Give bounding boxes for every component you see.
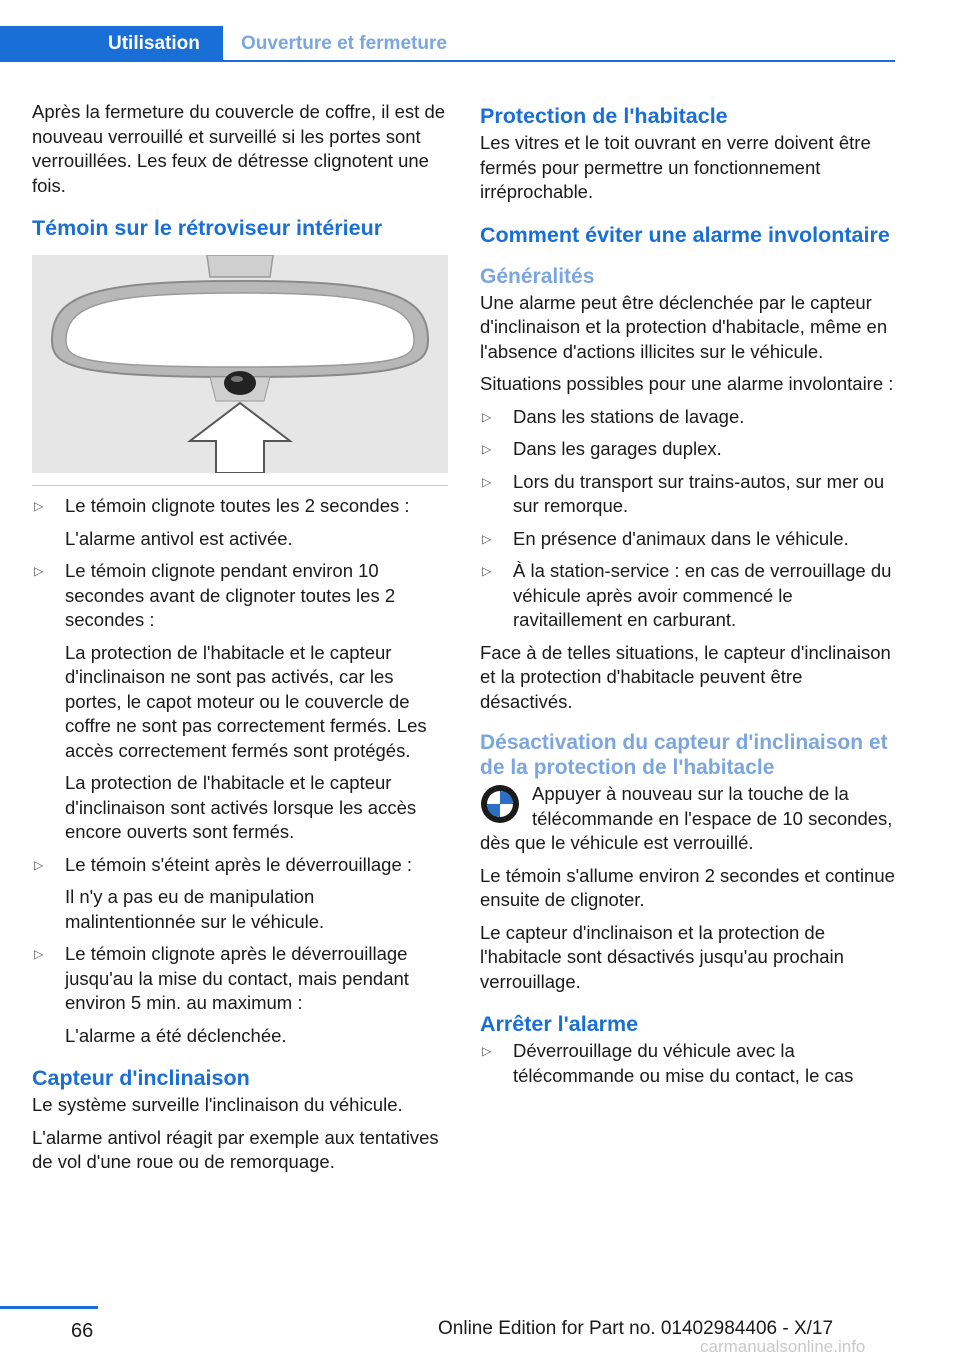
triangle-right-icon: ▷ [482,531,492,546]
list-item: ▷ Déverrouillage du véhicule avec la télécommande ou mise du contact, le cas [482,1040,854,1086]
list-item: ▷ Dans les garages duplex. [480,437,896,462]
triangle-right-icon: ▷ [482,409,492,424]
bmw-logo-icon [480,784,520,824]
rearview-mirror-illustration [32,255,448,473]
situations-paragraph: Face à de telles situations, le capteur d'inclinaison et la protection d'habitacle peuvent être désactivés. [480,641,891,712]
heading-deactivation: Désactivation du capteur d'inclinaison et de la protection de l'habitacle [480,731,888,779]
list-item: ▷ Le témoin clignote après le déverrouillage jusqu'au la mise du contact, mais pendant environ 5 min. au maximum : L'alarme a été déclenchée. [34,943,409,1046]
list-item: ▷ Dans les stations de lavage. [480,405,896,430]
triangle-right-icon: ▷ [34,499,44,513]
general-paragraph: Une alarme peut être déclenchée par le capteur d'inclinaison et la protection d'habitacle, même en l'absence d'actions illicites sur le véhicule. [480,291,888,362]
list-item: ▷ En présence d'animaux dans le véhicule. [480,527,896,552]
page-header [0,26,895,62]
triangle-right-icon: ▷ [482,564,492,578]
footer-divider [0,1306,98,1309]
heading-indicator: Témoin sur le rétroviseur intérieur [32,216,383,240]
figure-divider [32,485,448,486]
list-item: ▷ Le témoin clignote toutes les 2 secondes : L'alarme antivol est activée. [34,495,410,549]
list-item: ▷ À la station-service : en cas de verrouillage du véhicule après avoir commencé le ravitaillement en carburant. [482,560,892,630]
triangle-right-icon: ▷ [34,564,44,578]
watermark: carmanualsonline.info [700,1337,866,1356]
tab-utilisation[interactable]: Utilisation [0,26,223,62]
triangle-right-icon: ▷ [34,857,44,872]
list-item: ▷ Le témoin clignote pendant environ 10 secondes avant de clignoter toutes les 2 secondes : La protection de l'habitacle et le capteur d'inclinaison ne sont pas activés, car les portes, le capot moteur ou le couvercle de coffre ne sont pas correctement fermés. Les accès correctement fermés sont protégés. La protection de l'habitacle et le capteur d'inclinaison sont activés lorsque les accès encore ouverts sont fermés. [34,560,427,842]
general-paragraph: Situations possibles pour une alarme involontaire : [480,373,894,394]
triangle-right-icon: ▷ [482,474,492,489]
heading-interior-protection: Protection de l'habitacle [480,104,728,128]
left-column [32,100,448,1183]
heading-stop-alarm: Arrêter l'alarme [480,1012,639,1036]
deactivation-paragraph: Appuyer à nouveau sur la touche de la télécommande en l'espace de 10 secondes, dès que le véhicule est verrouillé. [480,783,893,853]
page-number: 66 [71,1320,94,1342]
list-item: ▷ Lors du transport sur trains-autos, sur mer ou sur remorque. [482,470,885,516]
deactivation-paragraph: Le témoin s'allume environ 2 secondes et continue ensuite de clignoter. [480,864,895,910]
stop-list [480,1039,896,1088]
interior-paragraph: Les vitres et le toit ouvrant en verre doivent être fermés pour permettre un fonctionnement irréprochable. [480,132,871,202]
list-item: ▷ Le témoin s'éteint après le déverrouillage : Il n'y a pas eu de manipulation malintentionnée sur le véhicule. [34,853,413,932]
heading-general: Généralités [480,264,595,288]
intro-paragraph: Après la fermeture du couvercle de coffre, il est de nouveau verrouillé et surveillé si les portes sont verrouillées. Les feux de détresse clignotent une fois. [32,101,446,196]
triangle-right-icon: ▷ [34,947,44,961]
situation-list [480,405,896,633]
triangle-right-icon: ▷ [482,442,492,456]
tilt-paragraph: L'alarme antivol réagit par exemple aux tentatives de vol d'une roue ou de remorquage. [32,1126,439,1172]
right-column [480,100,896,1096]
header-divider [0,60,895,62]
heading-tilt-sensor: Capteur d'inclinaison [32,1066,250,1090]
indicator-list [32,494,448,1048]
heading-avoid-alarm: Comment éviter une alarme involontaire [480,222,890,247]
edition-info: Online Edition for Part no. 01402984406 - X/17 [438,1318,834,1339]
triangle-right-icon: ▷ [482,1044,492,1058]
deactivation-paragraph: Le capteur d'inclinaison et la protection de l'habitacle sont désactivés jusqu'au prochain verrouillage. [480,921,844,992]
tab-ouverture-fermeture[interactable]: Ouverture et fermeture [241,33,447,54]
tilt-paragraph: Le système surveille l'inclinaison du véhicule. [32,1094,403,1115]
